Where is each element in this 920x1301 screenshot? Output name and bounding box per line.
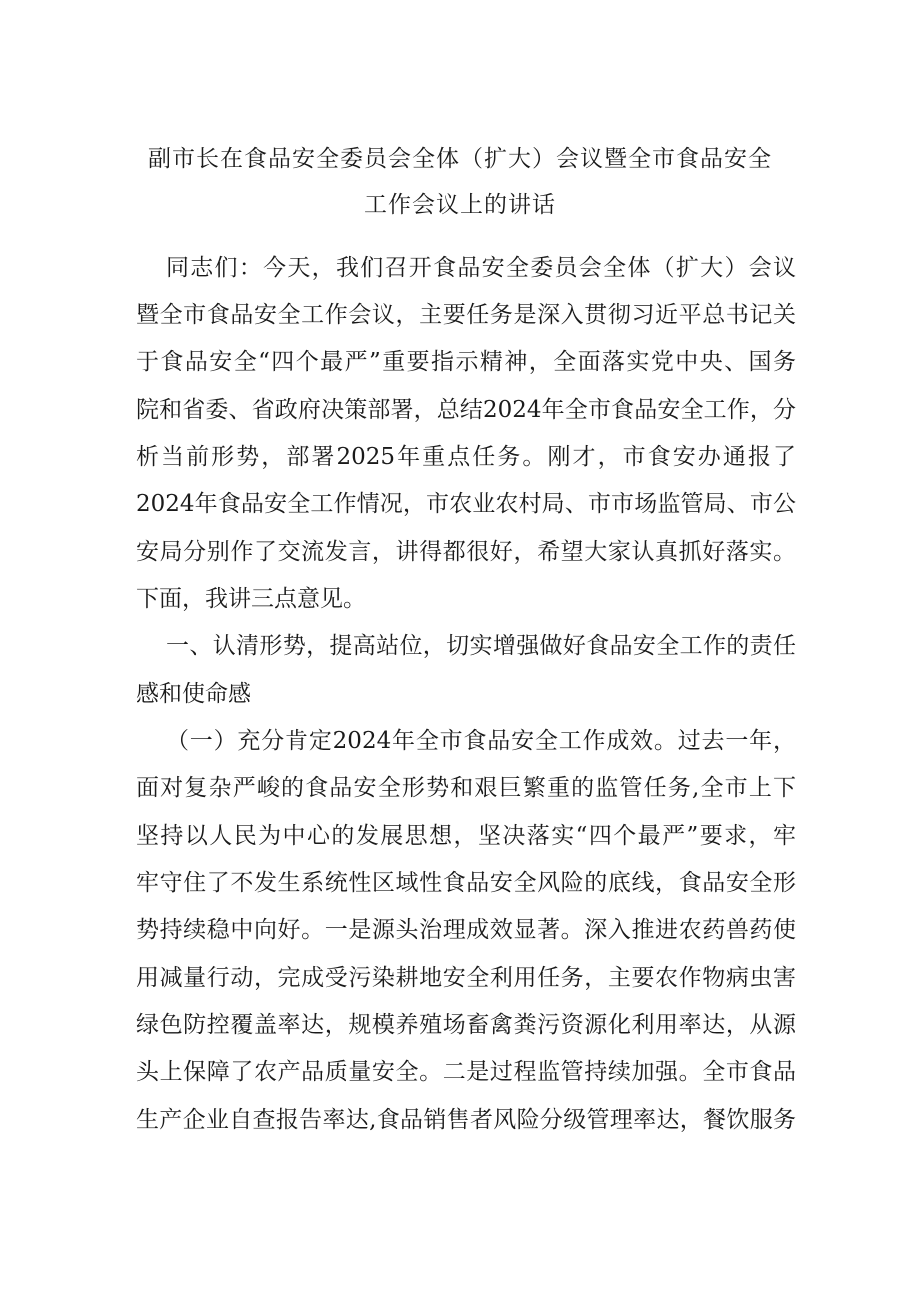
section-heading-line: 一、认清形势，提高站位，切实增强做好食品安全工作的责任 — [166, 633, 796, 659]
body-line: 析当前形势，部署2025年重点任务。刚才，市食安办通报了 — [136, 444, 796, 470]
body-line: 用减量行动，完成受污染耕地安全利用任务，主要农作物病虫害 — [136, 965, 796, 991]
body-line: 下面，我讲三点意见。 — [136, 586, 366, 612]
body-line: 暨全市食品安全工作会议，主要任务是深入贯彻习近平总书记关 — [136, 302, 796, 328]
body-line: 势持续稳中向好。一是源头治理成效显著。深入推进农药兽药使 — [136, 917, 796, 943]
body-line: 生产企业自查报告率达,食品销售者风险分级管理率达，餐饮服务 — [136, 1107, 796, 1133]
document-title-line-1: 副市长在食品安全委员会全体（扩大）会议暨全市食品安全 — [148, 146, 772, 172]
body-line: 于食品安全“四个最严”重要指示精神，全面落实党中央、国务 — [136, 349, 796, 375]
body-line: 同志们：今天，我们召开食品安全委员会全体（扩大）会议 — [166, 255, 796, 281]
body-line: 院和省委、省政府决策部署，总结2024年全市食品安全工作，分 — [136, 397, 796, 423]
body-line: 坚持以人民为中心的发展思想，坚决落实“四个最严”要求，牢 — [136, 823, 796, 849]
section-heading-line: 感和使命感 — [136, 681, 251, 707]
document-title-line-2: 工作会议上的讲话 — [364, 192, 556, 218]
body-line: 2024年食品安全工作情况，市农业农村局、市市场监管局、市公 — [136, 491, 796, 517]
body-line: 绿色防控覆盖率达，规模养殖场畜禽粪污资源化利用率达，从源 — [136, 1012, 796, 1038]
body-line: 面对复杂严峻的食品安全形势和艰巨繁重的监管任务,全市上下 — [136, 775, 796, 801]
body-line: （一）充分肯定2024年全市食品安全工作成效。过去一年， — [166, 728, 796, 754]
body-line: 安局分别作了交流发言，讲得都很好，希望大家认真抓好落实。 — [136, 539, 796, 565]
body-line: 牢守住了不发生系统性区域性食品安全风险的底线，食品安全形 — [136, 870, 796, 896]
body-line: 头上保障了农产品质量安全。二是过程监管持续加强。全市食品 — [136, 1059, 796, 1085]
